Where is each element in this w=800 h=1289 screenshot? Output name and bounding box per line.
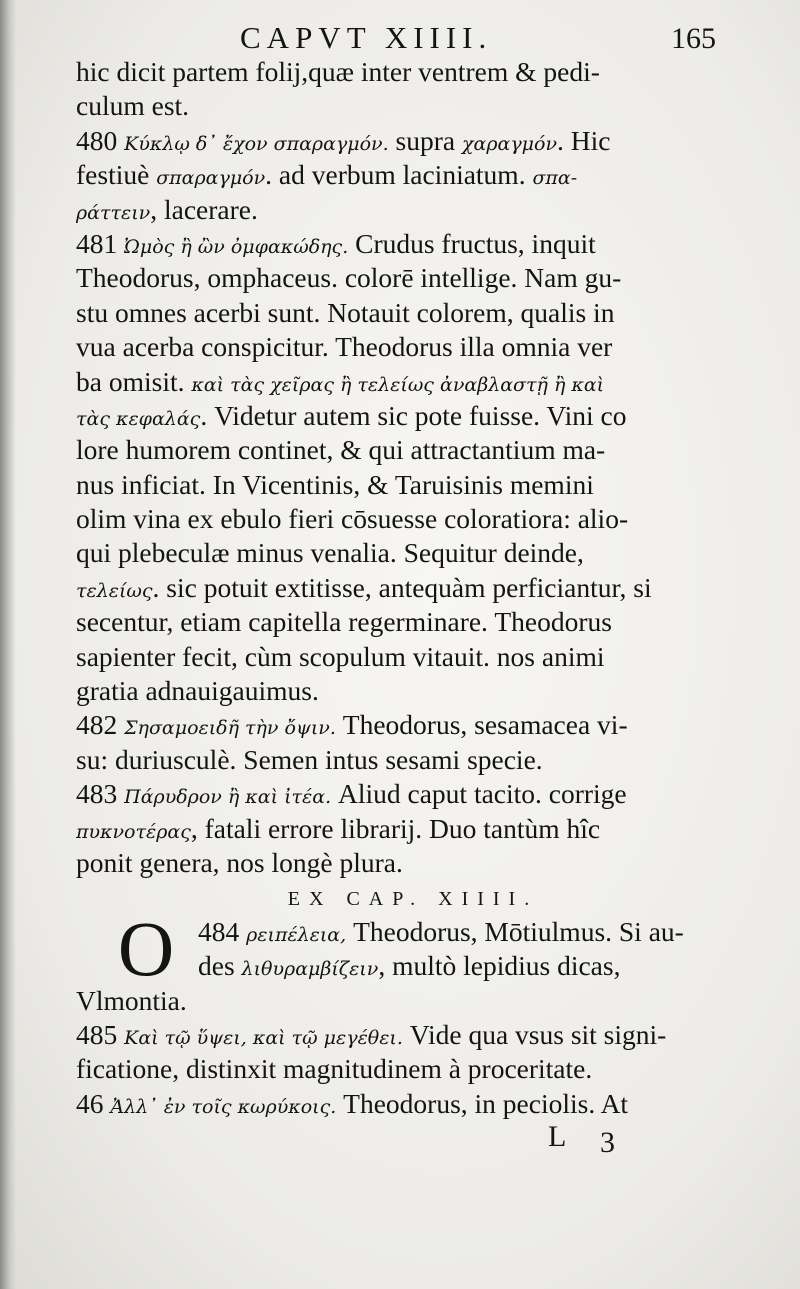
entry-number: 484 [198, 915, 247, 947]
greek-text: ράττειν [76, 201, 151, 224]
section-heading: EX CAP. XIIII. [287, 888, 539, 911]
entry-number: 482 [76, 709, 125, 741]
latin-text: lore humorem continet, & qui attractantium ma- [76, 434, 606, 466]
text-line [76, 777, 710, 811]
latin-text: , lacerare. [150, 193, 258, 225]
latin-text: . Hic [557, 124, 611, 156]
text-line [76, 812, 710, 846]
latin-text: . Videtur autem sic pote fuisse. Vini co [200, 399, 627, 431]
text-line [76, 330, 710, 364]
latin-text: sapienter fecit, cùm scopulum vitauit. nos animi [76, 640, 605, 672]
latin-text: , fatali errore librarij. Duo tantùm hîc [190, 812, 601, 844]
latin-text: hic dicit partem folij,quæ inter ventrem & pedi- [76, 56, 600, 87]
latin-text: stu omnes acerbi sunt. Notauit colorem, qualis in [76, 296, 615, 328]
text-line [76, 365, 710, 399]
text-line [76, 261, 710, 295]
text-line [76, 1052, 710, 1086]
latin-text: ficatione, distinxit magnitudinem à proceritate. [76, 1053, 593, 1085]
latin-text: , multò lepidius dicas, [378, 950, 621, 982]
greek-lemma: Καὶ τῷ ὕψει, καὶ τῷ μεγέθει. [124, 1026, 403, 1049]
entry-number: 483 [76, 778, 125, 810]
greek-lemma: Ὠμὸς ἢ ὢν ὀμφακώδης. [124, 235, 349, 258]
text-line [76, 640, 710, 674]
entry-number: 481 [76, 227, 125, 259]
text-line [76, 1018, 710, 1052]
greek-lemma: Κύκλῳ δ᾽ ἔχον σπαραγμόν. [124, 132, 389, 155]
latin-text: culum est. [76, 90, 190, 122]
running-title: CAPVT XIIII. [240, 20, 493, 55]
greek-lemma: Ἀλλ᾽ ἐν τοῖς κωρύκοις. [110, 1095, 337, 1118]
signature-mark [548, 1120, 668, 1160]
greek-text: πυκνοτέρας [76, 820, 191, 843]
greek-text: χαραγμόν [461, 132, 558, 155]
latin-text: qui plebeculæ minus venalia. Sequitur deinde, [76, 537, 584, 569]
latin-text: Theodorus, in peciolis. At [336, 1087, 629, 1119]
text-line [76, 846, 710, 880]
greek-text: τὰς κεφαλάς [76, 407, 201, 430]
latin-text: Theodorus, sesamacea vi- [335, 709, 628, 741]
text-line [76, 89, 710, 123]
text-line [76, 708, 710, 742]
text-line [76, 502, 710, 536]
text-line [76, 227, 710, 261]
greek-text: σπα- [532, 167, 578, 190]
text-line [76, 674, 710, 708]
text-line [76, 605, 710, 639]
text-line [76, 399, 710, 433]
latin-text: nus inficiat. In Vicentinis, & Taruisinis memini [76, 468, 594, 500]
drop-capital: O [117, 904, 175, 992]
greek-lemma: Πάρυδρον ἢ καὶ ἰτέα. [124, 786, 332, 809]
greek-text: σπαραγμόν [156, 167, 266, 190]
greek-lemma: ρειπέλεια, [246, 923, 347, 946]
latin-text: Theodorus, Mōtiulmus. Si au- [346, 915, 684, 947]
entry-number: 480 [76, 124, 125, 156]
text-line [76, 468, 710, 502]
signature-letter: L [548, 1120, 567, 1153]
text-line [76, 124, 710, 158]
text-line [76, 536, 710, 570]
page-number: 165 [671, 22, 716, 55]
latin-text: vua acerba conspicitur. Theodorus illa omnia ver [76, 331, 613, 363]
latin-text: secentur, etiam capitella regerminare. Theodorus [76, 606, 612, 638]
page-header [78, 20, 716, 60]
greek-text: καὶ τὰς χεῖρας ἢ τελείως ἀναβλαστῇ ἢ καὶ [191, 373, 605, 396]
greek-text: λιθυραμβίζειν [241, 958, 379, 981]
latin-text: su: duriusculè. Semen intus sesami specie. [76, 743, 543, 775]
main-text [76, 55, 710, 1121]
latin-text: Crudus fructus, inquit [348, 227, 596, 259]
text-line [76, 55, 710, 89]
entry-number: 46 [76, 1087, 111, 1119]
latin-text: festiuè [76, 159, 157, 191]
latin-text: . sic potuit extitisse, antequàm perficiantur, si [152, 571, 652, 603]
text-line [76, 743, 710, 777]
latin-text: gratia adnauigauimus. [76, 675, 319, 707]
signature-number: 3 [600, 1126, 615, 1159]
text-line [76, 193, 710, 227]
dropcap-paragraph [76, 904, 710, 1121]
page-edge-shadow [0, 0, 16, 1289]
greek-text: τελείως [76, 579, 153, 602]
text-line [76, 571, 710, 605]
latin-text: . ad verbum laciniatum. [265, 159, 533, 191]
latin-text: supra [388, 124, 462, 156]
latin-text: Aliud caput tacito. corrige [331, 778, 627, 810]
text-line [76, 1087, 710, 1121]
latin-text: olim vina ex ebulo fieri cōsuesse coloratiora: alio- [76, 503, 629, 535]
latin-text: ba omisit. [76, 365, 192, 397]
greek-lemma: Σησαμοειδῆ τὴν ὄψιν. [124, 717, 336, 740]
latin-text: des [198, 950, 242, 982]
latin-text: Vlmontia. [76, 984, 187, 1016]
latin-text: Vide qua vsus sit signi- [402, 1018, 667, 1050]
commentary-block [76, 55, 710, 880]
text-line [76, 433, 710, 467]
latin-text: ponit genera, nos longè plura. [76, 846, 403, 878]
entry-number: 485 [76, 1018, 125, 1050]
text-line [76, 296, 710, 330]
latin-text: Theodorus, omphaceus. colorē intellige. Nam gu- [76, 262, 622, 294]
text-line [76, 158, 710, 192]
